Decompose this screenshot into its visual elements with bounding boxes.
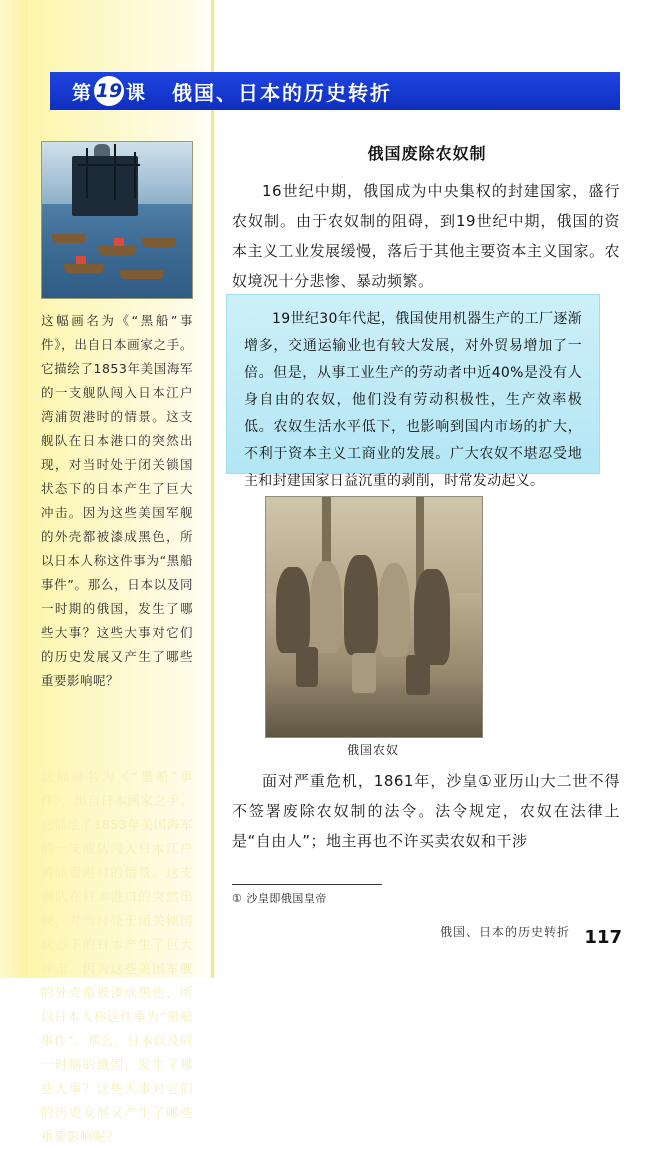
painting-mast-center: [114, 144, 116, 200]
left-margin-band: [0, 0, 28, 978]
painting-mast-left: [86, 148, 88, 198]
black-ship-painting: [41, 141, 193, 299]
running-footer-title: 俄国、日本的历史转折: [439, 925, 570, 939]
photo-boot-3: [406, 655, 430, 695]
lesson-label-di: 第: [72, 81, 93, 104]
painting-flag-2: [76, 256, 86, 264]
photo-figure-3: [344, 555, 378, 655]
russian-serfs-photo: [265, 496, 483, 738]
footnote-text: ① 沙皇即俄国皇帝: [232, 892, 327, 905]
photo-figure-1: [276, 567, 310, 653]
photo-boot-1: [296, 647, 318, 687]
photo-figure-4: [378, 563, 410, 657]
lesson-unit-ke: 课: [126, 81, 147, 104]
painting-yardarm: [78, 164, 140, 166]
painting-boat-3: [142, 238, 176, 247]
photo-figure-2: [310, 561, 342, 653]
painting-boat-1: [52, 234, 86, 243]
painting-mast-right: [134, 152, 136, 198]
margin-divider-line: [211, 0, 214, 978]
page-number: 117: [584, 927, 622, 948]
page-title: 俄国、日本的历史转折: [172, 80, 393, 105]
body-paragraph-2: 面对严重危机，1861年，沙皇①亚历山大二世不得不签署废除农奴制的法令。法令规定，农奴在法律上是“自由人”；地主再也不许买卖农奴和干涉: [232, 772, 620, 850]
photo-figure-5: [414, 569, 450, 665]
side-caption-text: 这幅画名为《“黑船”事件》，出自日本画家之手。它描绘了1853年美国海军的一支舰队闯入日本江户湾浦贺港时的情景。这支舰队在日本港口的突然出现，对当时处于闭关锁国状态下的日本产生了巨大冲击。因为这些美国军舰的外壳都被漆成黑色，所以日本人称这件事为“黑船事件”。那么，日本以及同一时期的俄国，发生了哪些大事？这些大事对它们的历史发展又产生了哪些重要影响呢？: [41, 313, 193, 688]
section-title: 俄国废除农奴制: [367, 144, 487, 163]
lesson-number-badge: 19: [94, 76, 124, 106]
painting-boat-4: [64, 264, 104, 273]
side-caption-overflow: 这幅画名为《“黑船”事件》，出自日本画家之手。它描绘了1853年美国海军的一支舰队闯入日本江户湾浦贺港时的情景。这支舰队在日本港口的突然出现，对当时处于闭关锁国状态下的日本产生了巨大冲击。因为这些美国军舰的外壳都被漆成黑色，所以日本人称这件事为“黑船事件”。那么，日本以及同一时期的俄国，发生了哪些大事？这些大事对它们的历史发展又产生了哪些重要影响呢？: [41, 769, 193, 1144]
highlight-box-text: 19世纪30年代起，俄国使用机器生产的工厂逐渐增多，交通运输业也有较大发展，对外贸易增加了一倍。但是，从事工业生产的劳动者中近40%是没有人身自由的农奴，他们没有劳动积极性，生产效率极低。农奴生活水平低下，也影响到国内市场的扩大，不利于资本主义工商业的发展。广大农奴不堪忍受地主和封建国家日益沉重的剥削，时常发动起义。: [244, 311, 582, 489]
painting-boat-5: [120, 270, 164, 279]
lesson-header-content: [50, 72, 620, 110]
photo-caption: 俄国农奴: [346, 743, 399, 757]
body-paragraph-1: 16世纪中期，俄国成为中央集权的封建国家，盛行农奴制。由于农奴制的阻碍，到19世纪中期，俄国的资本主义工业发展缓慢，落后于其他主要资本主义国家。农奴境况十分悲惨、暴动频繁。: [232, 182, 620, 290]
painting-flag-1: [114, 238, 124, 246]
painting-boat-2: [98, 246, 136, 255]
footnote-divider: [232, 884, 382, 885]
photo-boot-2: [352, 653, 376, 693]
